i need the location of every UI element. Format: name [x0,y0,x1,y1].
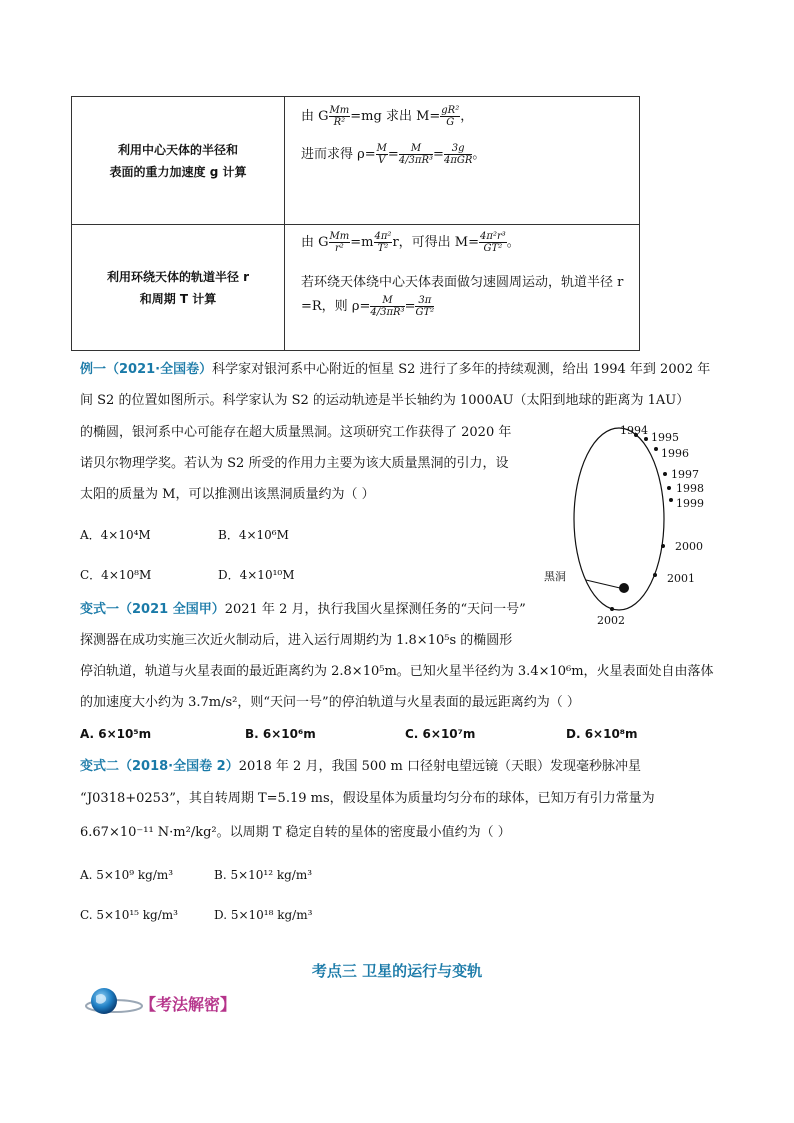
label-1997: 1997 [671,468,699,481]
point-2002 [610,607,614,611]
example1-line5: 太阳的质量为 M，可以推测出该黑洞质量约为（ ） [80,487,375,502]
variant2-line3: 6.67×10⁻¹¹ N·m²/kg²。以周期 T 稳定自转的星体的密度最小值约为（ ） [80,825,511,840]
variant1-option-d[interactable]: D. 6×10⁸m [566,727,638,741]
example1-line4: 诺贝尔物理学奖。若认为 S2 所受的作用力主要为该大质量黑洞的引力，设 [80,456,509,471]
example1-line2: 间 S2 的位置如图所示。科学家认为 S2 的运动轨迹是半长轴约为 1000AU（太阳到地球的距离为 1AU） [80,393,690,408]
label-1994: 1994 [620,424,648,437]
label-2001: 2001 [667,572,695,585]
label-1999: 1999 [676,497,704,510]
label-black-hole: 黑洞 [544,570,566,583]
point-1996 [654,447,658,451]
method-table [71,96,640,351]
globe-icon [84,984,144,1018]
banner-label: 【考法解密】 [140,995,237,1014]
row1-formula1: 由 G $\frac{Mm}{\text{R²}}$ =mg 求出 M= $\frac{\text{gR²}}{G}$ ， [301,105,474,128]
label-1998: 1998 [676,482,704,495]
orbit-ellipse [574,428,664,610]
point-1999 [669,498,673,502]
black-hole [619,583,629,593]
variant1-line1: 变式一（2021 全国甲）2021 年 2 月，执行我国火星探测任务的“天问一号” [80,602,526,617]
orbit-figure [540,420,720,630]
variant2-option-c[interactable]: C. 5×10¹⁵ kg/m³ [80,908,178,922]
row1-formula2: 进而求得 ρ= $\frac{M}{V}$ = $\frac{M}{\text{4/3πR³}}$ = $\frac{3g}{\text{4πGR}}$ 。 [301,143,486,166]
row2-line2: 若环绕天体绕中心天体表面做匀速圆周运动，轨道半径 r [301,275,624,290]
point-1997 [663,472,667,476]
variant1-line2: 探测器在成功实施三次近火制动后，进入运行周期约为 1.8×10⁵s 的椭圆形 [80,633,513,648]
example1-option-a[interactable]: A．4×10⁴M [80,528,151,542]
example1-option-b[interactable]: B．4×10⁶M [218,528,289,542]
variant2-line1: 变式二（2018·全国卷 2）2018 年 2 月，我国 500 m 口径射电望远镜（天眼）发现毫秒脉冲星 [80,759,641,774]
row1-label-line2: 表面的重力加速度 g 计算 [109,164,247,179]
variant2-line2: “J0318+0253”，其自转周期 T=5.19 ms，假设星体为质量均匀分布的球体，已知万有引力常量为 [80,791,655,806]
row2-formula3: =R，则 ρ= $\frac{M}{\text{4/3πR³}}$ = $\frac{3\pi}{\text{GT²}}$ [301,295,435,318]
row2-label-line1: 利用环绕天体的轨道半径 r [106,269,250,284]
variant1-line3: 停泊轨道，轨道与火星表面的最近距离约为 2.8×10⁵m。已知火星半径约为 3.4×10⁶m，火星表面处自由落体 [80,664,714,679]
variant2-option-d[interactable]: D. 5×10¹⁸ kg/m³ [214,908,313,922]
point-1995 [644,437,648,441]
label-1996: 1996 [661,447,689,460]
example1-option-c[interactable]: C．4×10⁸M [80,568,152,582]
row2-content [285,225,640,351]
variant1-option-b[interactable]: B. 6×10⁶m [245,727,316,741]
section-heading: 考点三 卫星的运行与变轨 [311,962,483,980]
black-hole-pointer [586,580,620,588]
variant1-option-a[interactable]: A. 6×10⁵m [80,727,152,741]
row2-formula1: 由 G $\frac{Mm}{\text{r²}}$ =m $\frac{\text{4π²}}{\text{T²}}$ r，可得出 M= $\frac{\text{4π²r³}}{\text{GT²}}$ 。 [301,231,520,254]
example1-line3: 的椭圆，银河系中心可能存在超大质量黑洞。这项研究工作获得了 2020 年 [80,425,512,440]
point-1998 [667,486,671,490]
point-2001 [653,573,657,577]
variant2-option-b[interactable]: B. 5×10¹² kg/m³ [214,868,313,882]
point-2000 [661,544,665,548]
row1-label-line1: 利用中心天体的半径和 [117,142,238,157]
row1-label [72,97,285,225]
variant1-option-c[interactable]: C. 6×10⁷m [405,727,476,741]
row2-label-line2: 和周期 T 计算 [139,291,217,306]
variant2-option-a[interactable]: A. 5×10⁹ kg/m³ [80,868,174,882]
example1-line1: 例一（2021·全国卷）科学家对银河系中心附近的恒星 S2 进行了多年的持续观测，给出 1994 年到 2002 年 [80,362,711,377]
label-2002: 2002 [597,614,625,627]
example1-option-d[interactable]: D．4×10¹⁰M [218,568,295,582]
row1-content [285,97,640,225]
row2-label [72,225,285,351]
label-2000: 2000 [675,540,703,553]
label-1995: 1995 [651,431,679,444]
variant1-line4: 的加速度大小约为 3.7m/s²，则“天问一号”的停泊轨道与火星表面的最远距离约为（ ） [80,695,580,710]
